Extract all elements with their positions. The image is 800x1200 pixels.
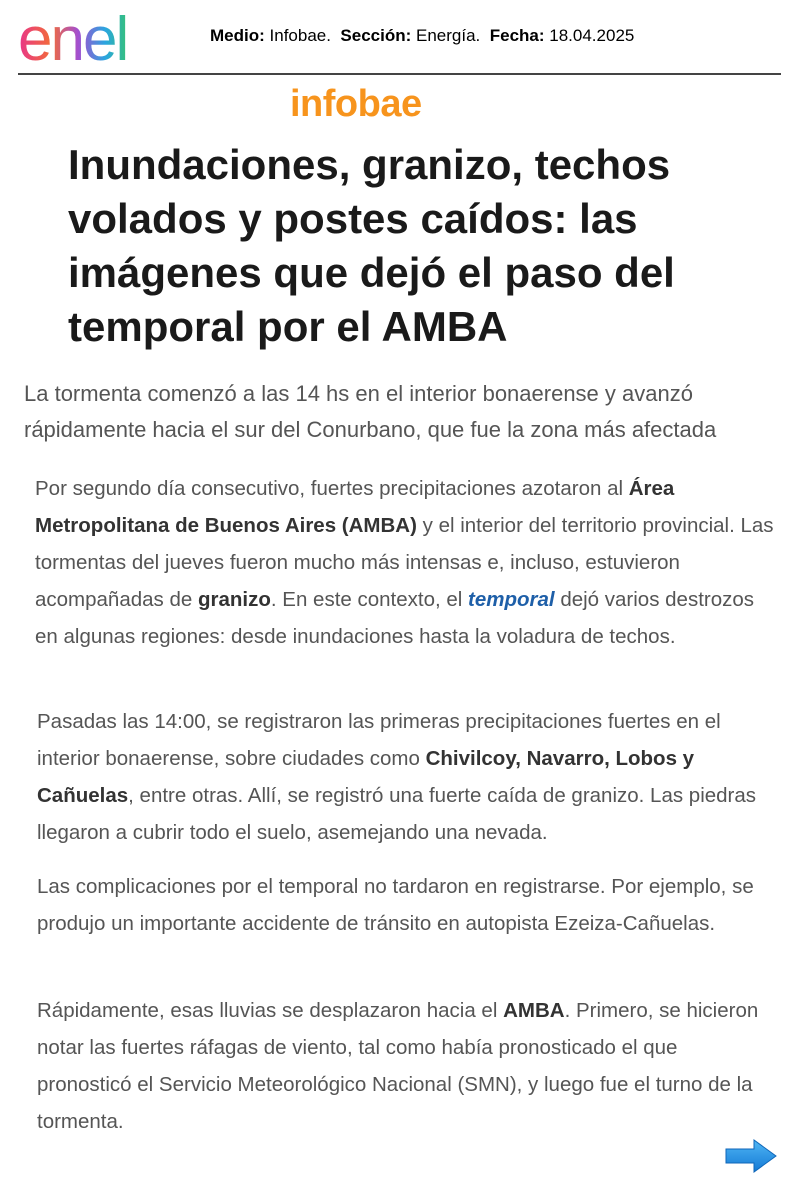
paragraph-text: . En este contexto, el [270,588,469,611]
paragraph-text: y el interior del territorio provincial. Las tormentas del jueves fueron mucho más intensas e, incluso, estuvieron acompañadas de [35,514,774,611]
clipping-meta [210,26,634,46]
seccion-label: Sección: [340,26,412,45]
bold-text: Área Metropolitana de Buenos Aires (AMBA) [35,477,675,537]
paragraph-text: Por segundo día consecutivo, fuertes precipitaciones azotaron al [35,477,629,500]
paragraph-text: Rápidamente, esas lluvias se desplazaron hacia el [37,999,504,1022]
header-divider [18,73,781,75]
bold-text: AMBA [503,999,565,1022]
paragraph-text: dejó varios destrozos en algunas regiones: desde inundaciones hasta la voladura de techos. [35,588,755,648]
article-paragraph-3 [37,868,777,942]
paragraph-text: Las complicaciones por el temporal no tardaron en registrarse. Por ejemplo, se produjo un importante accidente de tránsito en autopista Ezeiza-Cañuelas. [37,875,754,935]
article-paragraph-1 [35,470,775,655]
infobae-logo: infobae [290,83,422,125]
temporal-link[interactable]: temporal [468,588,555,611]
fecha-label: Fecha: [489,26,545,45]
arrow-right-icon [724,1138,778,1174]
next-page-button[interactable] [724,1138,778,1174]
enel-logo-graphic [18,8,170,68]
medio-label: Medio: [210,26,265,45]
paragraph-text: , entre otras. Allí, se registró una fuerte caída de granizo. Las piedras llegaron a cubrir todo el suelo, asemejando una nevada. [37,784,757,844]
bold-text: granizo [197,588,271,611]
article-subtitle: La tormenta comenzó a las 14 hs en el interior bonaerense y avanzó rápidamente hacia el sur del Conurbano, que fue la zona más afectada [24,381,717,442]
enel-logo [18,8,170,68]
svg-text:enel: enel [18,8,128,68]
paragraph-text: . Primero, se hicieron notar las fuertes ráfagas de viento, tal como había pronosticado el que pronosticó el Servicio Meteorológico Nacional (SMN), y luego fue el turno de la tormenta. [37,999,759,1133]
seccion-value: Energía. [416,26,481,45]
clipping-header [18,0,782,75]
fecha-value: 18.04.2025 [549,26,635,45]
article-paragraph-2 [37,703,777,851]
article-paragraph-4 [37,992,777,1140]
bold-text: Chivilcoy, Navarro, Lobos y Cañuelas [37,747,695,807]
paragraph-text: Pasadas las 14:00, se registraron las primeras precipitaciones fuertes en el interior bonaerense, sobre ciudades como [37,710,721,770]
article-title: Inundaciones, granizo, techos volados y postes caídos: las imágenes que dejó el paso del temporal por el AMBA [68,141,675,350]
medio-value: Infobae. [269,26,331,45]
